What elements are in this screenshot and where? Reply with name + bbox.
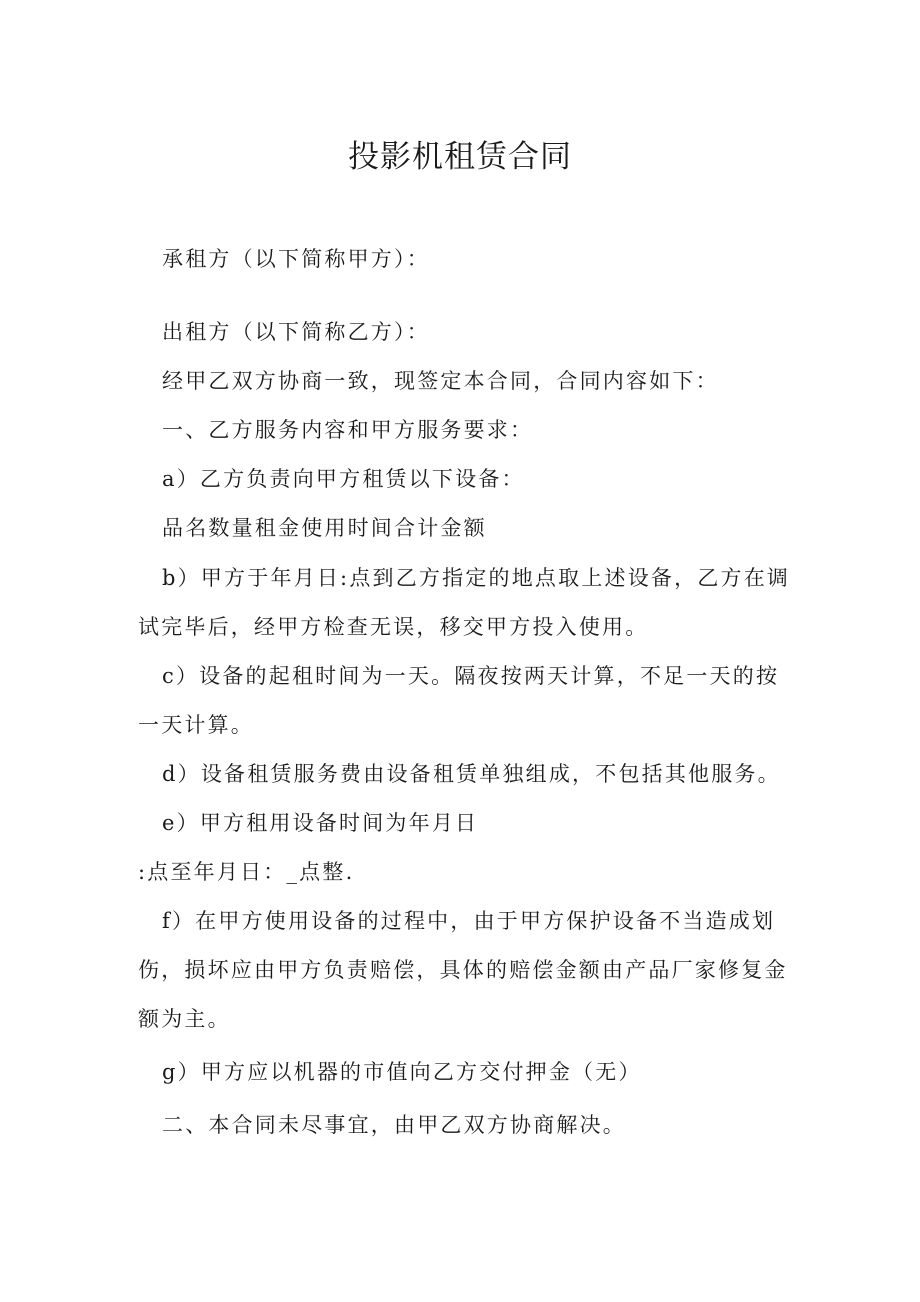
clause-b-line-2: 试完毕后，经甲方检查无误，移交甲方投入使用。 bbox=[138, 615, 649, 639]
clause-f-line-3: 额为主。 bbox=[138, 1007, 231, 1031]
clause-g: g）甲方应以机器的市值向乙方交付押金（无） bbox=[162, 1060, 642, 1084]
clause-a: a）乙方负责向甲方租赁以下设备： bbox=[162, 467, 525, 491]
lessor-line: 出租方（以下简称乙方）： bbox=[162, 320, 430, 344]
agreement-intro: 经甲乙双方协商一致，现签定本合同，合同内容如下： bbox=[162, 369, 719, 393]
clause-e-line-1: e）甲方租用设备时间为年月日 bbox=[162, 811, 479, 835]
clause-c-line-1: c）设备的起租时间为一天。隔夜按两天计算，不足一天的按 bbox=[162, 664, 780, 688]
clause-c-line-2: 一天计算。 bbox=[138, 713, 254, 737]
section-two: 二、本合同未尽事宜，由甲乙双方协商解决。 bbox=[162, 1113, 626, 1137]
section-one-heading: 一、乙方服务内容和甲方服务要求： bbox=[162, 418, 534, 442]
clause-f-line-2: 伤，损坏应由甲方负责赔偿，具体的赔偿金额由产品厂家修复金 bbox=[138, 958, 788, 982]
clause-d: d）设备租赁服务费由设备租赁单独组成，不包括其他服务。 bbox=[162, 762, 781, 786]
clause-f-line-1: f）在甲方使用设备的过程中，由于甲方保护设备不当造成划 bbox=[162, 909, 776, 933]
document-title: 投影机租赁合同 bbox=[348, 139, 572, 175]
lessee-line: 承租方（以下简称甲方）： bbox=[162, 247, 430, 271]
clause-e-line-2: :点至年月日：_点整. bbox=[138, 860, 355, 884]
equipment-columns-line: 品名数量租金使用时间合计金额 bbox=[162, 516, 487, 540]
clause-b-line-1: b）甲方于年月日:点到乙方指定的地点取上述设备，乙方在调 bbox=[162, 566, 791, 590]
